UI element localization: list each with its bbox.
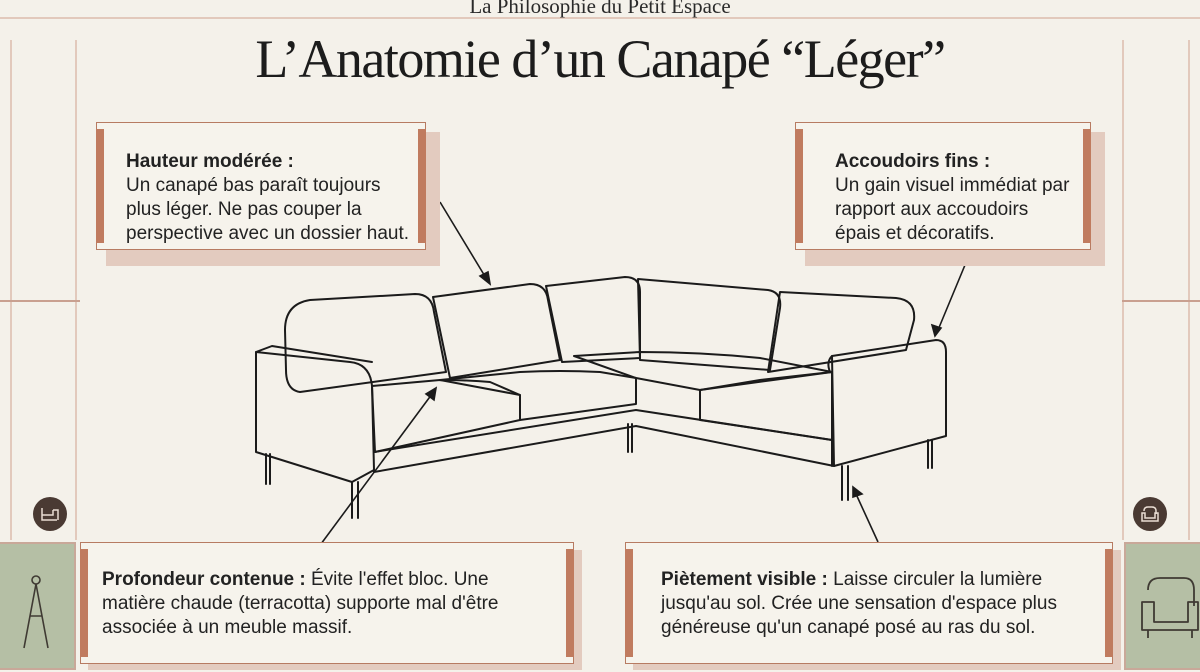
callout-legs-heading: Piètement visible : <box>661 569 828 590</box>
chair-icon-glyph <box>33 497 67 531</box>
callout-height-line-1: Un canapé bas paraît toujours <box>126 175 381 196</box>
callout-depth <box>80 542 580 670</box>
callout-legs <box>625 542 1120 670</box>
callout-armrests-line-2: rapport aux accoudoirs <box>835 199 1029 220</box>
callout-armrests-line-1: Un gain visuel immédiat par <box>835 175 1070 196</box>
callout-legs-line-3: généreuse qu'un canapé posé au ras du sol. <box>661 617 1036 638</box>
header-kicker: La Philosophie du Petit Espace <box>469 0 731 18</box>
armchair-round-glyph <box>1133 497 1167 531</box>
callout-depth-line-3: associée à un meuble massif. <box>102 617 353 638</box>
callout-legs-line-2: jusqu'au sol. Crée une sensation d'espace plus <box>661 593 1057 614</box>
callout-armrests-heading: Accoudoirs fins : <box>835 151 991 172</box>
chair-icon <box>33 497 67 531</box>
compass-icon <box>0 544 78 672</box>
armchair-icon <box>1126 544 1200 672</box>
callout-depth-line-2: matière chaude (terracotta) supporte mal d'être <box>102 593 499 614</box>
callout-armrests <box>795 122 1105 266</box>
callout-depth-line-1: Évite l'effet bloc. Une <box>305 569 489 590</box>
callout-height-line-2: plus léger. Ne pas couper la <box>126 199 362 220</box>
callout-height-line-3: perspective avec un dossier haut. <box>126 223 410 244</box>
callout-height <box>96 122 436 266</box>
callout-depth-heading: Profondeur contenue : <box>102 569 306 590</box>
side-panel-right <box>1124 542 1200 670</box>
callout-legs-line-1: Laisse circuler la lumière <box>827 569 1043 590</box>
side-panel-left <box>0 542 76 670</box>
armchair-round-icon <box>1133 497 1167 531</box>
page-title: L’Anatomie d’un Canapé “Léger” <box>255 29 945 89</box>
callout-height-heading: Hauteur modérée : <box>126 151 294 172</box>
callout-armrests-line-3: épais et décoratifs. <box>835 223 995 244</box>
